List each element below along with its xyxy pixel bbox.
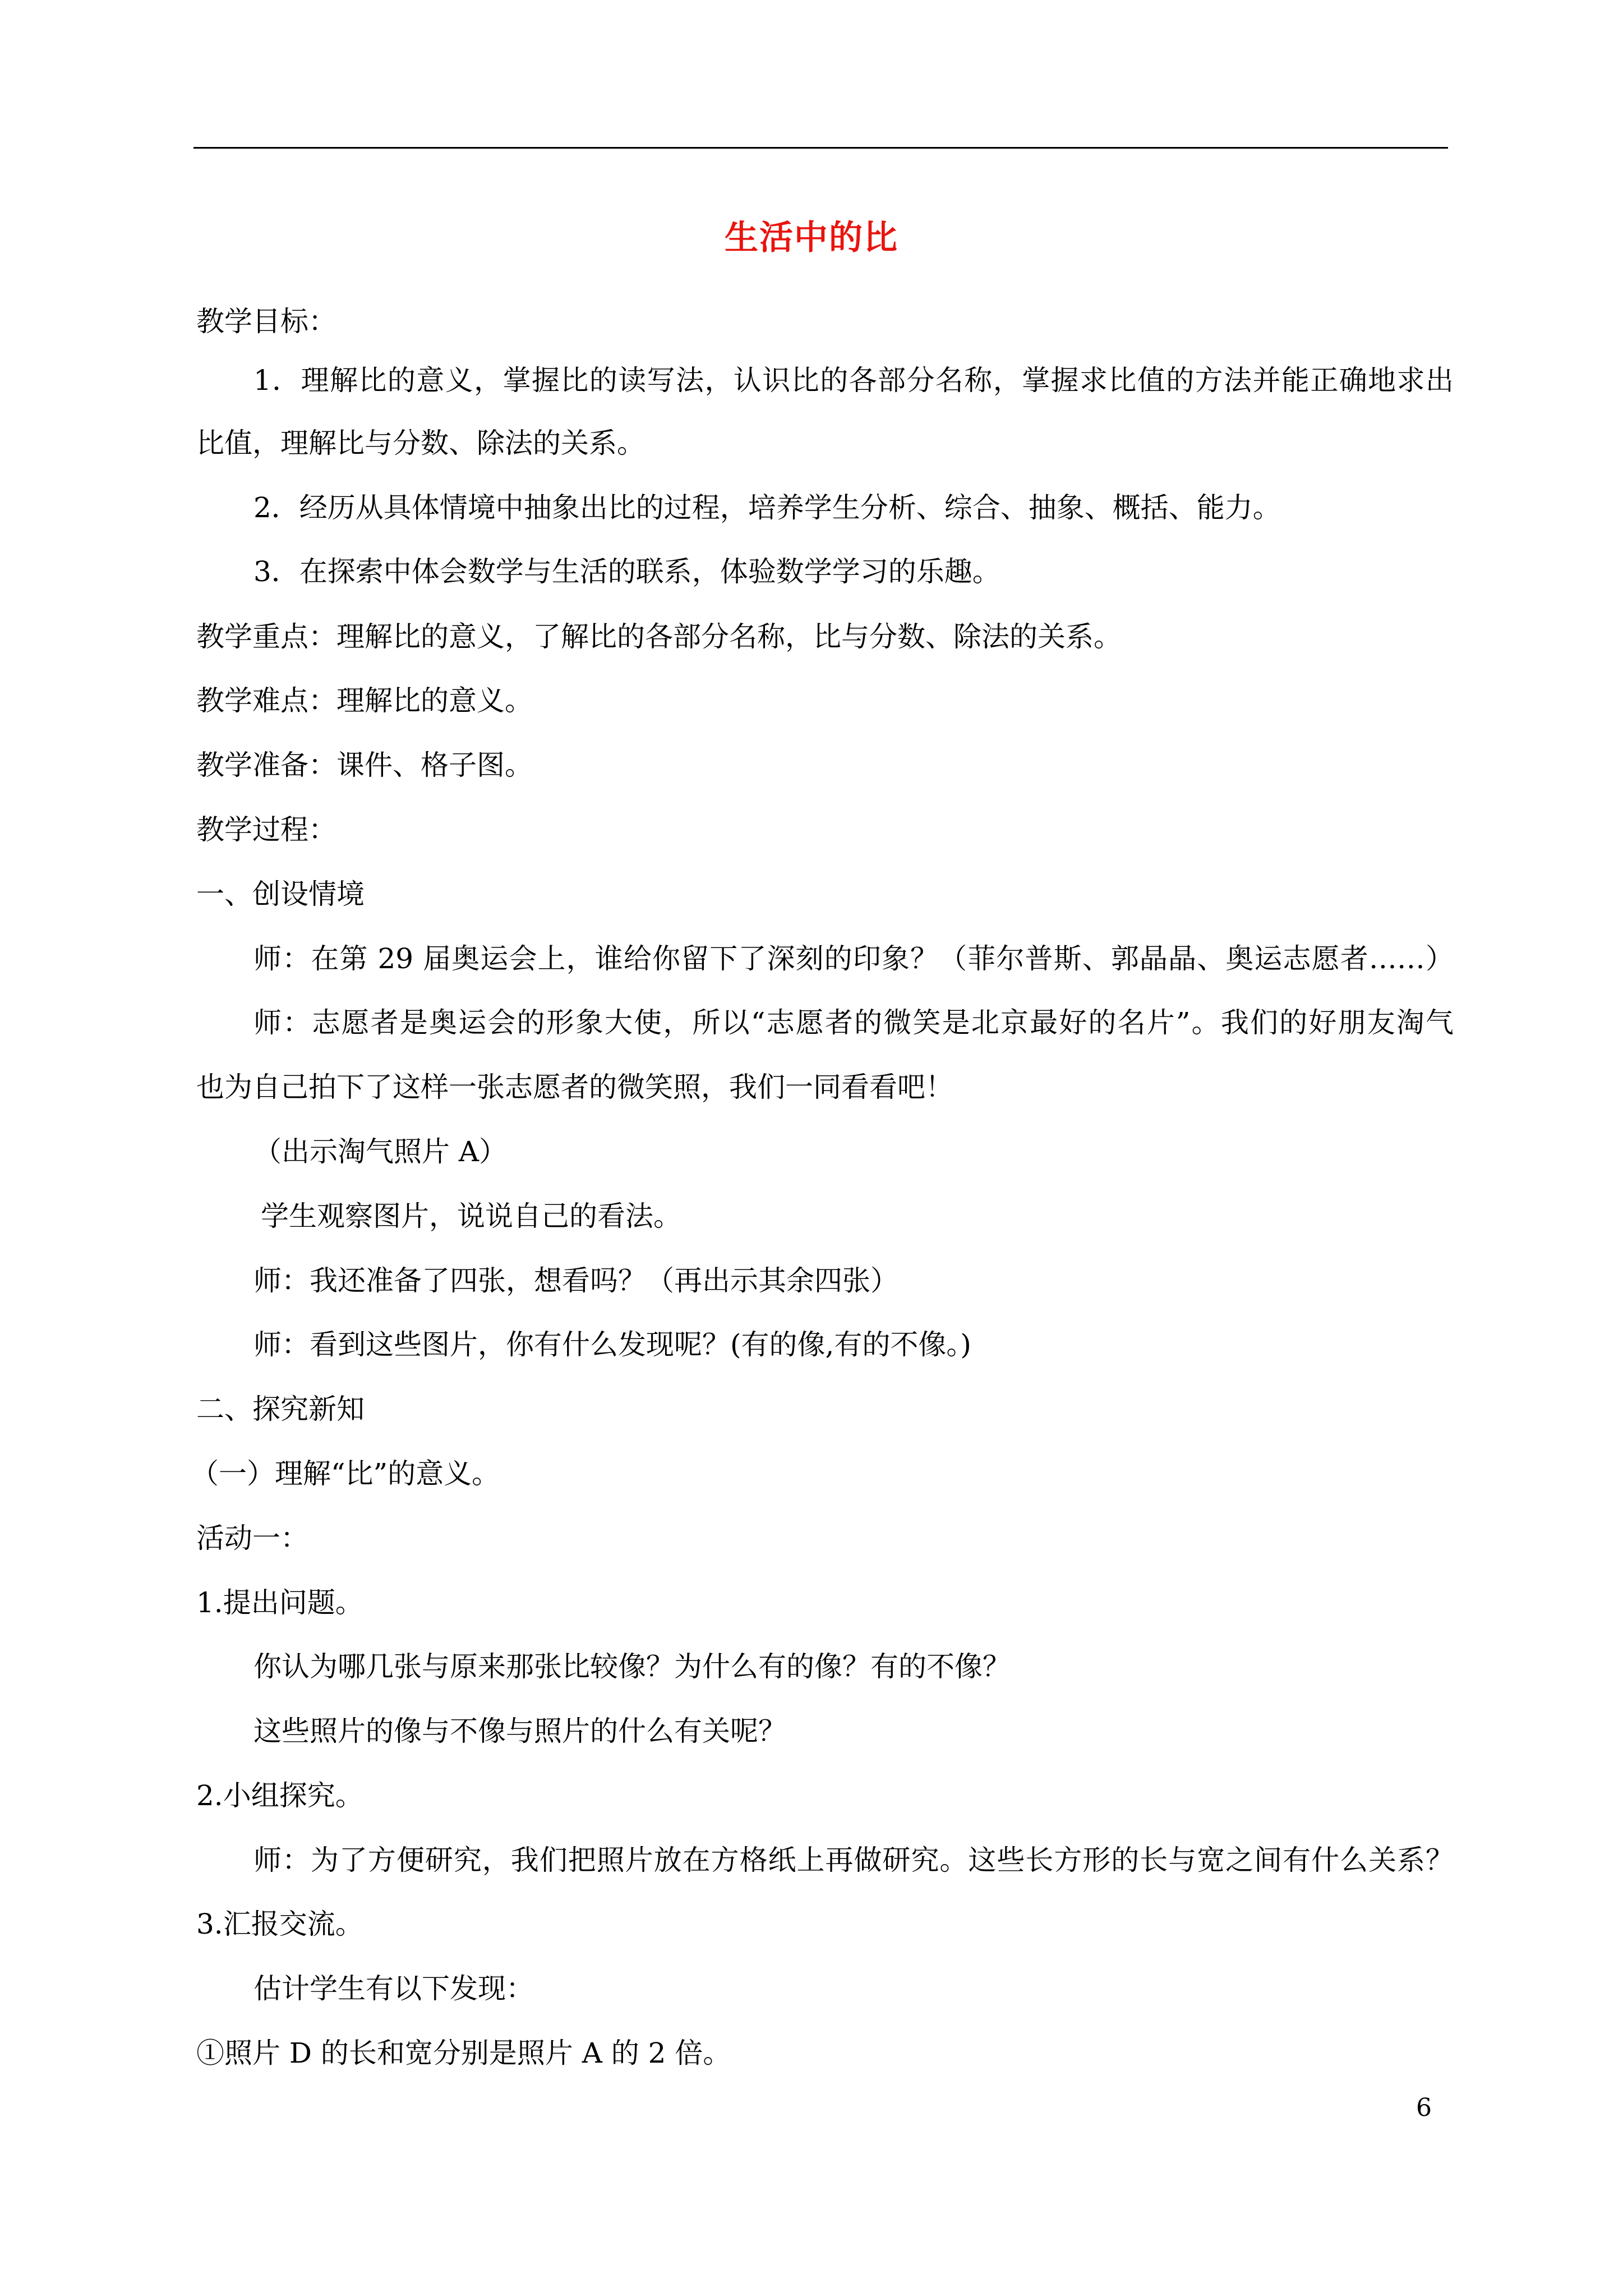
paragraph-line: 比值，理解比与分数、除法的关系。 bbox=[196, 427, 645, 459]
paragraph-line: 学生观察图片，说说自己的看法。 bbox=[261, 1200, 681, 1232]
paragraph-line: 教学难点：理解比的意义。 bbox=[196, 684, 533, 717]
paragraph-line: 师：看到这些图片，你有什么发现呢？(有的像,有的不像。) bbox=[253, 1328, 971, 1361]
paragraph-line: 也为自己拍下了这样一张志愿者的微笑照，我们一同看看吧！ bbox=[196, 1071, 953, 1103]
paragraph-line: 教学过程： bbox=[196, 813, 336, 846]
paragraph-line: 估计学生有以下发现： bbox=[253, 1972, 534, 2005]
paragraph-line: 师：我还准备了四张，想看吗？（再出示其余四张） bbox=[253, 1264, 898, 1297]
page-title: 生活中的比 bbox=[725, 218, 898, 257]
paragraph-line: 2．经历从具体情境中抽象出比的过程，培养学生分析、综合、抽象、概括、能力。 bbox=[253, 491, 1281, 524]
section-heading: 一、创设情境 bbox=[196, 878, 365, 910]
paragraph-line: 1．理解比的意义，掌握比的读写法，认识比的各部分名称，掌握求比值的方法并能正确地求出 bbox=[253, 364, 1454, 397]
page-number: 6 bbox=[1416, 2093, 1432, 2122]
paragraph-line: 师：志愿者是奥运会的形象大使，所以“志愿者的微笑是北京最好的名片”。我们的好朋友淘气 bbox=[253, 1006, 1454, 1039]
paragraph-line: 教学目标： bbox=[196, 305, 336, 338]
paragraph-line: 你认为哪几张与原来那张比较像？为什么有的像？有的不像？ bbox=[253, 1650, 1011, 1683]
paragraph-line: 活动一： bbox=[196, 1522, 308, 1554]
paragraph-line: 3.汇报交流。 bbox=[196, 1908, 363, 1940]
subsection-heading: （一）理解“比”的意义。 bbox=[191, 1457, 500, 1490]
paragraph-line: 1.提出问题。 bbox=[196, 1586, 363, 1619]
paragraph-line: ①照片 D 的长和宽分别是照片 A 的 2 倍。 bbox=[196, 2037, 731, 2069]
paragraph-line: 师：为了方便研究，我们把照片放在方格纸上再做研究。这些长方形的长与宽之间有什么关系？ bbox=[253, 1844, 1454, 1876]
paragraph-line: 教学重点：理解比的意义，了解比的各部分名称，比与分数、除法的关系。 bbox=[196, 620, 1122, 653]
paragraph-line: 3．在探索中体会数学与生活的联系，体验数学学习的乐趣。 bbox=[253, 555, 1000, 588]
paragraph-line: 2.小组探究。 bbox=[196, 1779, 363, 1812]
paragraph-line: 教学准备：课件、格子图。 bbox=[196, 749, 533, 781]
paragraph-line: 师：在第 29 届奥运会上，谁给你留下了深刻的印象？（菲尔普斯、郭晶晶、奥运志愿者……） bbox=[253, 942, 1454, 975]
paragraph-line: 这些照片的像与不像与照片的什么有关呢？ bbox=[253, 1715, 786, 1747]
paragraph-line: （出示淘气照片 A） bbox=[253, 1135, 508, 1168]
section-heading: 二、探究新知 bbox=[196, 1393, 365, 1425]
